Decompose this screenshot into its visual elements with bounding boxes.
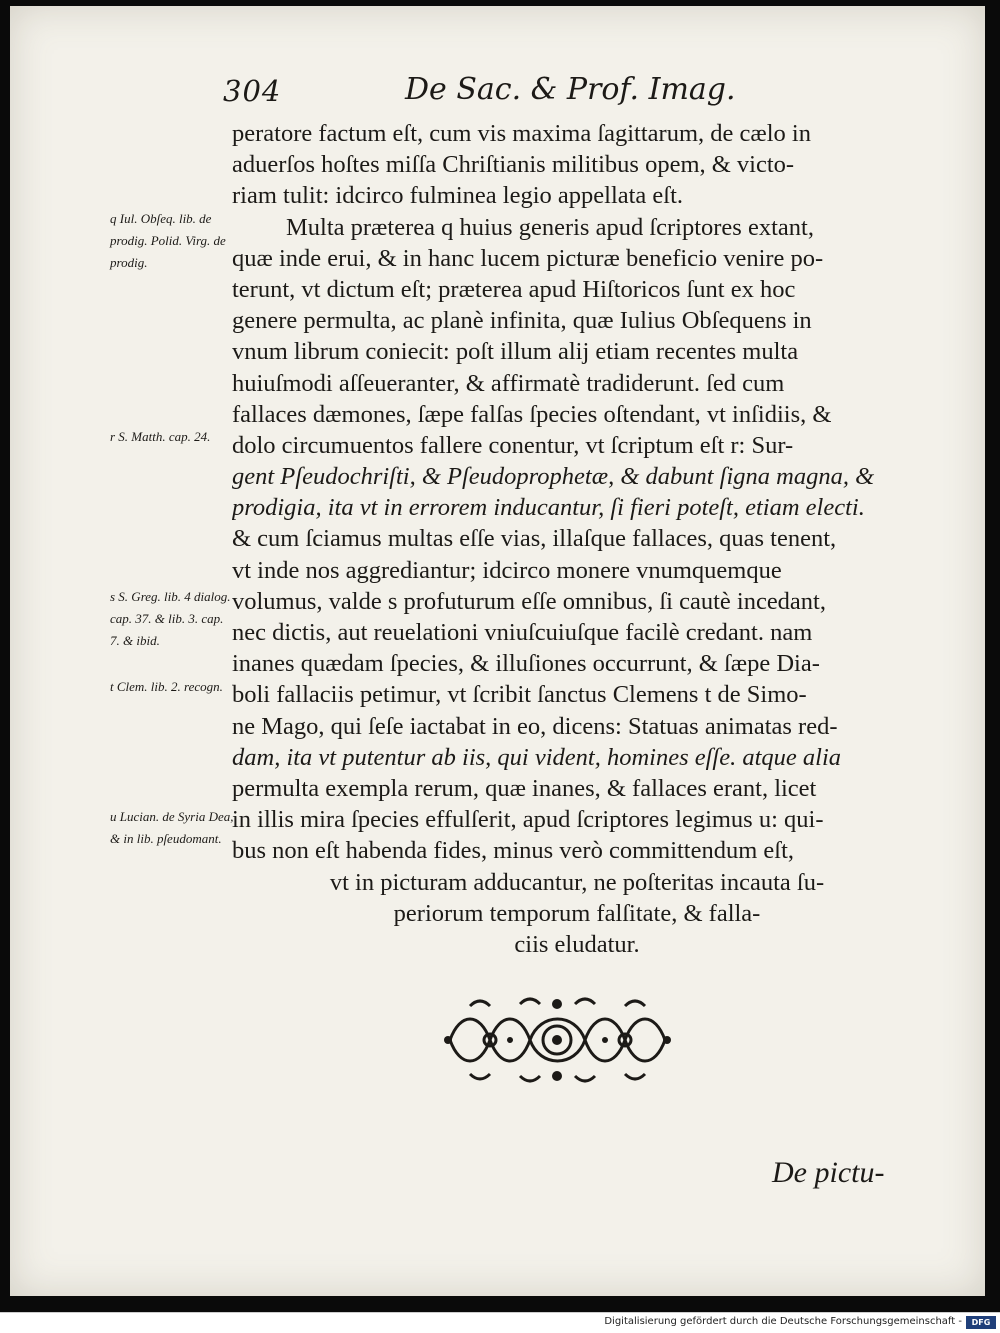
text-line: inanes quædam ſpecies, & illuſiones occurrunt, & ſæpe Dia- [232, 650, 820, 678]
footer-bar [0, 1312, 1000, 1333]
text-line: dolo circumuentos fallere conentur, vt ſcriptum eſt r: Sur- [232, 431, 794, 459]
text-line: fallaces dæmones, ſæpe falſas ſpecies oſtendant, vt inſidiis, & [232, 400, 832, 428]
text-line: volumus, valde s profuturum eſſe omnibus, ſi cautè incedant, [232, 587, 826, 615]
margin-note-q: q Iul. Obſeq. lib. de prodig. Polid. Virg. de prodig. [110, 211, 226, 270]
text-line: ne Mago, qui ſeſe iactabat in eo, dicens: Statuas animatas red- [232, 712, 838, 740]
printers-ornament [440, 992, 675, 1088]
text-line [232, 492, 922, 523]
text-line: nec dictis, aut reuelationi vniuſcuiuſque facilè credant. nam [232, 619, 813, 646]
italic-quote: gent Pſeudochriſti, & Pſeudoprophetæ, & dabunt ſigna magna, & [232, 463, 875, 491]
text-line: vnum librum coniecit: poſt illum alij etiam recentes multa [232, 338, 799, 366]
page-number: 304 [223, 74, 282, 108]
text-line: genere permulta, ac planè infinita, quæ Iulius Obſequens in [232, 307, 812, 335]
text-line: huiuſmodi aſſeueranter, & affirmatè tradiderunt. ſed cum [232, 369, 785, 397]
running-title: De Sac. & Prof. Imag. [405, 72, 736, 107]
text-line: bus non eſt habenda fides, minus verò committendum eſt, [232, 837, 795, 865]
text-line: boli fallaciis petimur, vt ſcribit ſanctus Clemens t de Simo- [232, 681, 807, 709]
text-line: vt inde nos aggrediantur; idcirco monere vnumquemque [232, 556, 782, 584]
text-line: peratore factum eſt, cum vis maxima ſagittarum, de cælo in [232, 120, 811, 147]
dfg-logo-icon: DFG [966, 1316, 996, 1329]
text-line [232, 461, 922, 492]
margin-note-s: s S. Greg. lib. 4 dialog. cap. 37. & lib. 3. cap. 7. & ibid. [110, 589, 231, 648]
text-line: Multa præterea q huius generis apud ſcriptores extant, [286, 213, 814, 241]
italic-quote: dam, ita vt putentur ab iis, qui vident, homines eſſe. atque alia [232, 743, 842, 771]
body-text [232, 118, 922, 960]
text-line: vt in picturam adducantur, ne poſteritas incauta ſu- [329, 868, 825, 896]
text-line [232, 742, 922, 773]
text-line: terunt, vt dictum eſt; præterea apud Hiſtoricos ſunt ex hoc [232, 275, 796, 303]
text-line: riam tulit: idcirco fulminea legio appellata eſt. [232, 182, 684, 210]
catchword: De pictu- [772, 1156, 885, 1189]
footer-credit: Digitalisierung gefördert durch die Deutsche Forschungsgemeinschaft - [604, 1316, 962, 1327]
text-line: aduerſos hoſtes miſſa Chriſtianis militibus opem, & victo- [232, 151, 795, 179]
text-line: in illis mira ſpecies effulſerit, apud ſcriptores legimus u: qui- [232, 806, 824, 834]
margin-note-u: u Lucian. de Syria Dea, & in lib. pſeudomant. [110, 809, 234, 846]
text-line: & cum ſciamus multas eſſe vias, illaſque fallaces, quas tenent, [232, 525, 837, 553]
italic-quote: prodigia, ita vt in errorem inducantur, ſi fieri poteſt, etiam electi. [232, 494, 865, 522]
text-line: periorum temporum falſitate, & falla- [393, 899, 761, 927]
page-header [10, 68, 985, 118]
book-page [10, 6, 985, 1296]
text-line: permulta exempla rerum, quæ inanes, & fallaces erant, licet [232, 774, 817, 802]
margin-note-r: r S. Matth. cap. 24. [110, 429, 211, 444]
text-line: ciis eludatur. [514, 930, 640, 958]
margin-note-t: t Clem. lib. 2. recogn. [110, 679, 223, 694]
text-line: quæ inde erui, & in hanc lucem picturæ beneficio venire po- [232, 244, 824, 272]
